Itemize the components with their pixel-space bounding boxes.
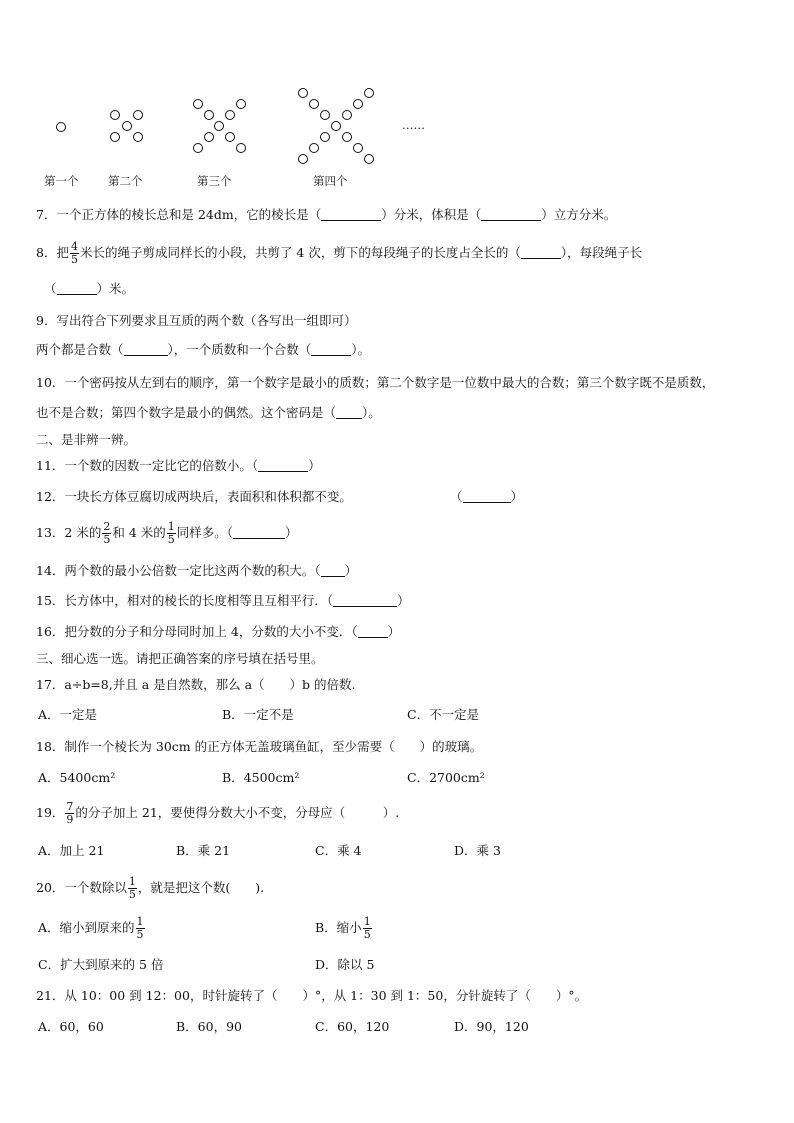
fraction: $\frac{1}{5}$: [363, 915, 371, 941]
q17-option-b[interactable]: B．一定不是: [222, 707, 294, 722]
q19-option-c[interactable]: C．乘 4: [315, 843, 362, 858]
question-10-line1: 10．一个密码按从左到右的顺序，第一个数字是最小的质数；第二个数字是一位数中最大的合数；第三个数字既不是质数，: [36, 375, 715, 390]
question-12-answer: （ ）: [450, 489, 524, 504]
q17-option-a[interactable]: A．一定是: [38, 707, 98, 722]
answer-blank[interactable]: [521, 246, 561, 259]
fraction: $\frac{1}{5}$: [128, 875, 136, 901]
ring-icon: [193, 99, 203, 109]
ring-icon: [204, 110, 214, 120]
question-15: 15．长方体中，相对的棱长的长度相等且互相平行．（ ）: [36, 593, 410, 608]
ring-icon: [309, 99, 319, 109]
answer-blank[interactable]: [311, 343, 351, 356]
answer-blank[interactable]: [124, 343, 168, 356]
ring-icon: [193, 143, 203, 153]
question-21: 21．从 10：00 到 12：00，时针旋转了（ ）°，从 1：30 到 1：50，分针旋转了（ ）°。: [36, 988, 588, 1003]
ring-icon: [122, 121, 132, 131]
question-11: 11．一个数的因数一定比它的倍数小。（ ）: [36, 458, 321, 473]
q21-option-b[interactable]: B．60，90: [176, 1019, 242, 1034]
figure-label-4: 第四个: [313, 174, 348, 188]
q20-option-a[interactable]: A．缩小到原来的 $\frac{1}{5}$: [38, 915, 144, 941]
ring-icon: [309, 143, 319, 153]
ring-icon: [331, 121, 341, 131]
fraction: $\frac{2}{5}$: [103, 520, 111, 546]
answer-blank[interactable]: [258, 459, 308, 472]
ring-icon: [204, 132, 214, 142]
q21-option-d[interactable]: D．90，120: [454, 1019, 529, 1034]
ring-icon: [110, 132, 120, 142]
fraction: $\frac{4}{5}$: [70, 240, 78, 266]
question-12: 12．一块长方体豆腐切成两块后，表面积和体积都不变。: [36, 489, 352, 504]
q19-option-d[interactable]: D．乘 3: [454, 843, 501, 858]
ring-icon: [214, 121, 224, 131]
ring-icon: [353, 143, 363, 153]
q18-option-b[interactable]: B．4500cm²: [222, 770, 300, 785]
question-8-cont: （ ）米。: [44, 281, 135, 296]
answer-blank[interactable]: [481, 208, 541, 221]
question-8: 8．把 $\frac{4}{5}$ 米长的绳子剪成同样长的小段，共剪了 4 次，剪下的每段绳子的长度占全长的（ ），每段绳子长: [36, 240, 643, 266]
figure-label-2: 第二个: [108, 174, 143, 188]
question-19: 19． $\frac{7}{9}$ 的分子加上 21，要使得分数大小不变，分母应（ ）.: [36, 800, 400, 826]
ring-icon: [56, 122, 66, 132]
ring-icon: [320, 132, 330, 142]
answer-blank[interactable]: [321, 564, 345, 577]
answer-blank[interactable]: [358, 625, 388, 638]
ring-icon: [364, 88, 374, 98]
ring-icon: [236, 99, 246, 109]
q20-option-c[interactable]: C．扩大到原来的 5 倍: [38, 957, 164, 972]
answer-blank[interactable]: [233, 526, 285, 539]
q20-option-b[interactable]: B．缩小 $\frac{1}{5}$: [315, 915, 371, 941]
ring-icon: [133, 110, 143, 120]
section-2-heading: 二、是非辨一辨。: [36, 432, 137, 447]
figure-label-3: 第三个: [197, 174, 232, 188]
ring-icon: [342, 132, 352, 142]
question-13: 13．2 米的 $\frac{2}{5}$ 和 4 米的 $\frac{1}{5}$ 同样多。（ ）: [36, 520, 298, 546]
q19-option-b[interactable]: B．乘 21: [176, 843, 231, 858]
ring-icon: [298, 88, 308, 98]
q18-option-a[interactable]: A．5400cm²: [38, 770, 116, 785]
question-14: 14．两个数的最小公倍数一定比这两个数的积大。（ ）: [36, 563, 358, 578]
section-3-heading: 三、细心选一选。请把正确答案的序号填在括号里。: [36, 651, 324, 666]
question-7: 7．一个正方体的棱长总和是 24dm，它的棱长是（ ）分米，体积是（ ）立方分米。: [36, 207, 617, 222]
q21-option-c[interactable]: C．60，120: [315, 1019, 390, 1034]
fraction: $\frac{1}{5}$: [167, 520, 175, 546]
question-10-line2: 也不是合数；第四个数字是最小的偶然。这个密码是（ ）。: [36, 405, 381, 420]
fraction: $\frac{7}{9}$: [66, 800, 74, 826]
ring-icon: [225, 132, 235, 142]
answer-blank[interactable]: [333, 594, 397, 607]
question-20: 20．一个数除以 $\frac{1}{5}$ ，就是把这个数( ).: [36, 875, 265, 901]
ring-icon: [298, 154, 308, 164]
question-18: 18．制作一个棱长为 30cm 的正方体无盖玻璃鱼缸，至少需要（ ）的玻璃。: [36, 739, 483, 754]
q19-option-a[interactable]: A．加上 21: [38, 843, 105, 858]
ring-icon: [110, 110, 120, 120]
ring-icon: [133, 132, 143, 142]
ring-icon: [320, 110, 330, 120]
answer-blank[interactable]: [321, 208, 381, 221]
q18-option-c[interactable]: C．2700cm²: [407, 770, 485, 785]
question-17: 17．a÷b=8,并且 a 是自然数，那么 a（ ）b 的倍数.: [36, 677, 356, 692]
q20-option-d[interactable]: D．除以 5: [315, 957, 375, 972]
ellipsis: ……: [402, 118, 425, 132]
ring-icon: [225, 110, 235, 120]
q21-option-a[interactable]: A．60，60: [38, 1019, 104, 1034]
question-9-title: 9．写出符合下列要求且互质的两个数（各写出一组即可）: [36, 313, 357, 328]
answer-blank[interactable]: [336, 406, 362, 419]
answer-blank[interactable]: [57, 282, 97, 295]
fraction: $\frac{1}{5}$: [136, 915, 144, 941]
ring-icon: [353, 99, 363, 109]
ring-icon: [236, 143, 246, 153]
question-9: 两个都是合数（ ），一个质数和一个合数（ ）。: [36, 342, 371, 357]
ring-icon: [364, 154, 374, 164]
answer-blank[interactable]: [463, 490, 511, 503]
figure-label-1: 第一个: [44, 174, 79, 188]
q17-option-c[interactable]: C．不一定是: [407, 707, 480, 722]
question-16: 16．把分数的分子和分母同时加上 4，分数的大小不变．（ ）: [36, 624, 401, 639]
ring-icon: [342, 110, 352, 120]
